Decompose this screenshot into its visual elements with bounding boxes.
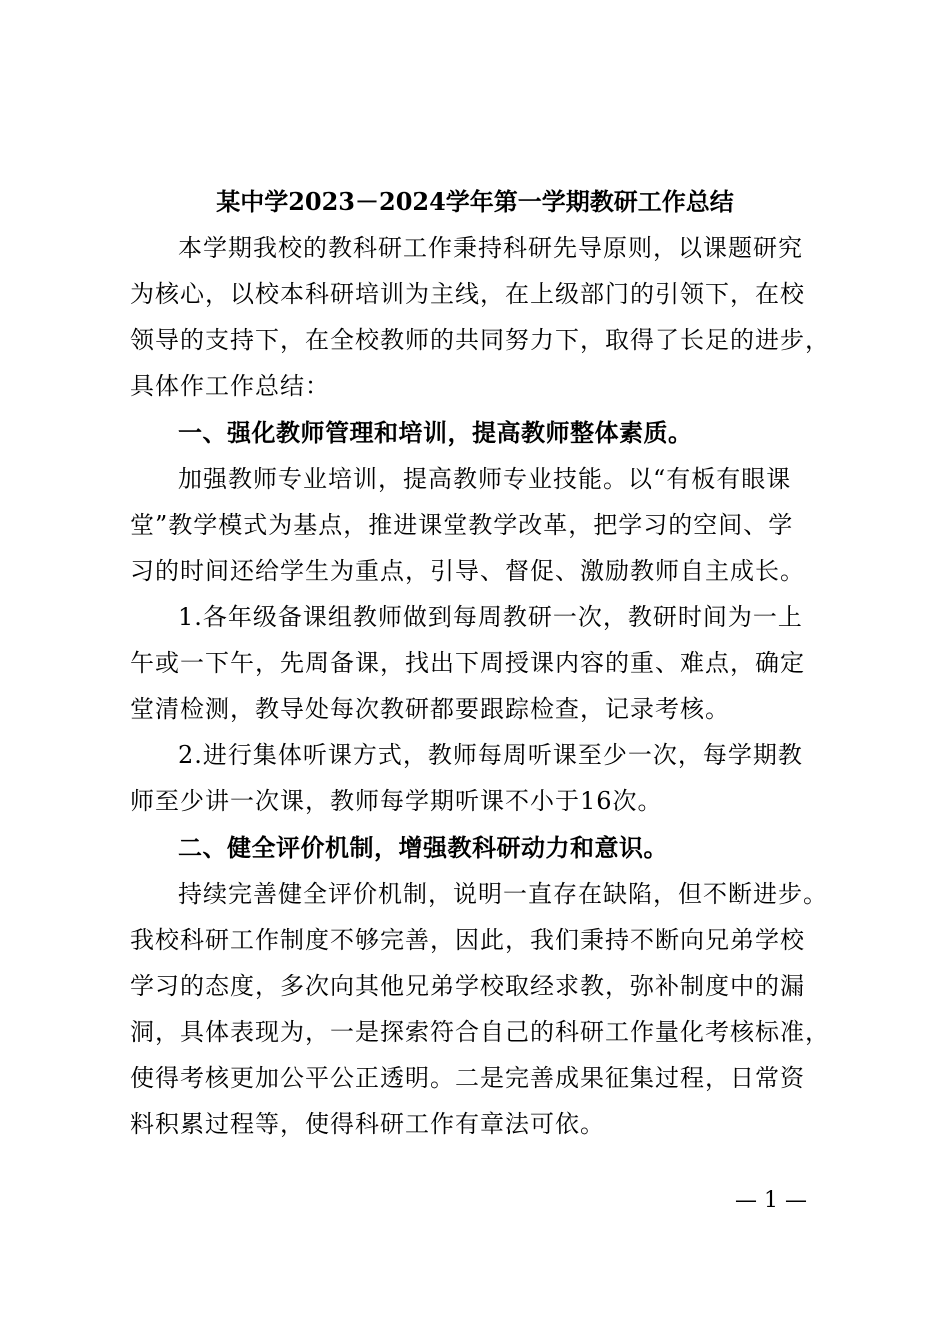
- paragraph-line: 我校科研工作制度不够完善，因此，我们秉持不断向兄弟学校: [130, 926, 805, 954]
- paragraph-line: 堂”教学模式为基点，推进课堂教学改革，把学习的空间、学: [130, 511, 794, 539]
- paragraph-line: 习的时间还给学生为重点，引导、督促、激励教师自主成长。: [130, 557, 805, 585]
- paragraph-line: 1.各年级备课组教师做到每周教研一次，教研时间为一上: [178, 603, 803, 631]
- paragraph-line: 学习的态度，多次向其他兄弟学校取经求教，弥补制度中的漏: [130, 972, 805, 1000]
- paragraph-line: 持续完善健全评价机制，说明一直存在缺陷，但不断进步。: [178, 880, 828, 908]
- section-heading-1: 一、强化教师管理和培训，提高教师整体素质。: [178, 419, 693, 447]
- paragraph-line: 加强教师专业培训，提高教师专业技能。以“有板有眼课: [178, 465, 792, 493]
- page-number: — 1 —: [735, 1188, 807, 1213]
- paragraph-line: 师至少讲一次课，教师每学期听课不小于16次。: [130, 787, 663, 815]
- paragraph-line: 使得考核更加公平公正透明。二是完善成果征集过程，日常资: [130, 1064, 805, 1092]
- paragraph-line: 料积累过程等，使得科研工作有章法可依。: [130, 1110, 605, 1138]
- paragraph-line: 领导的支持下，在全校教师的共同努力下，取得了长足的进步，: [130, 326, 830, 354]
- paragraph-line: 午或一下午，先周备课，找出下周授课内容的重、难点，确定: [130, 649, 805, 677]
- paragraph-line: 2.进行集体听课方式，教师每周听课至少一次，每学期教: [178, 741, 803, 769]
- paragraph-line: 为核心，以校本科研培训为主线，在上级部门的引领下，在校: [130, 280, 805, 308]
- paragraph-line: 本学期我校的教科研工作秉持科研先导原则，以课题研究: [178, 234, 803, 262]
- paragraph-line: 堂清检测，教导处每次教研都要跟踪检查，记录考核。: [130, 695, 730, 723]
- section-heading-2: 二、健全评价机制，增强教科研动力和意识。: [178, 834, 668, 862]
- paragraph-line: 具体作工作总结：: [130, 372, 330, 400]
- document-title: 某中学2023－2024学年第一学期教研工作总结: [216, 187, 734, 216]
- paragraph-line: 洞，具体表现为，一是探索符合自己的科研工作量化考核标准，: [130, 1018, 830, 1046]
